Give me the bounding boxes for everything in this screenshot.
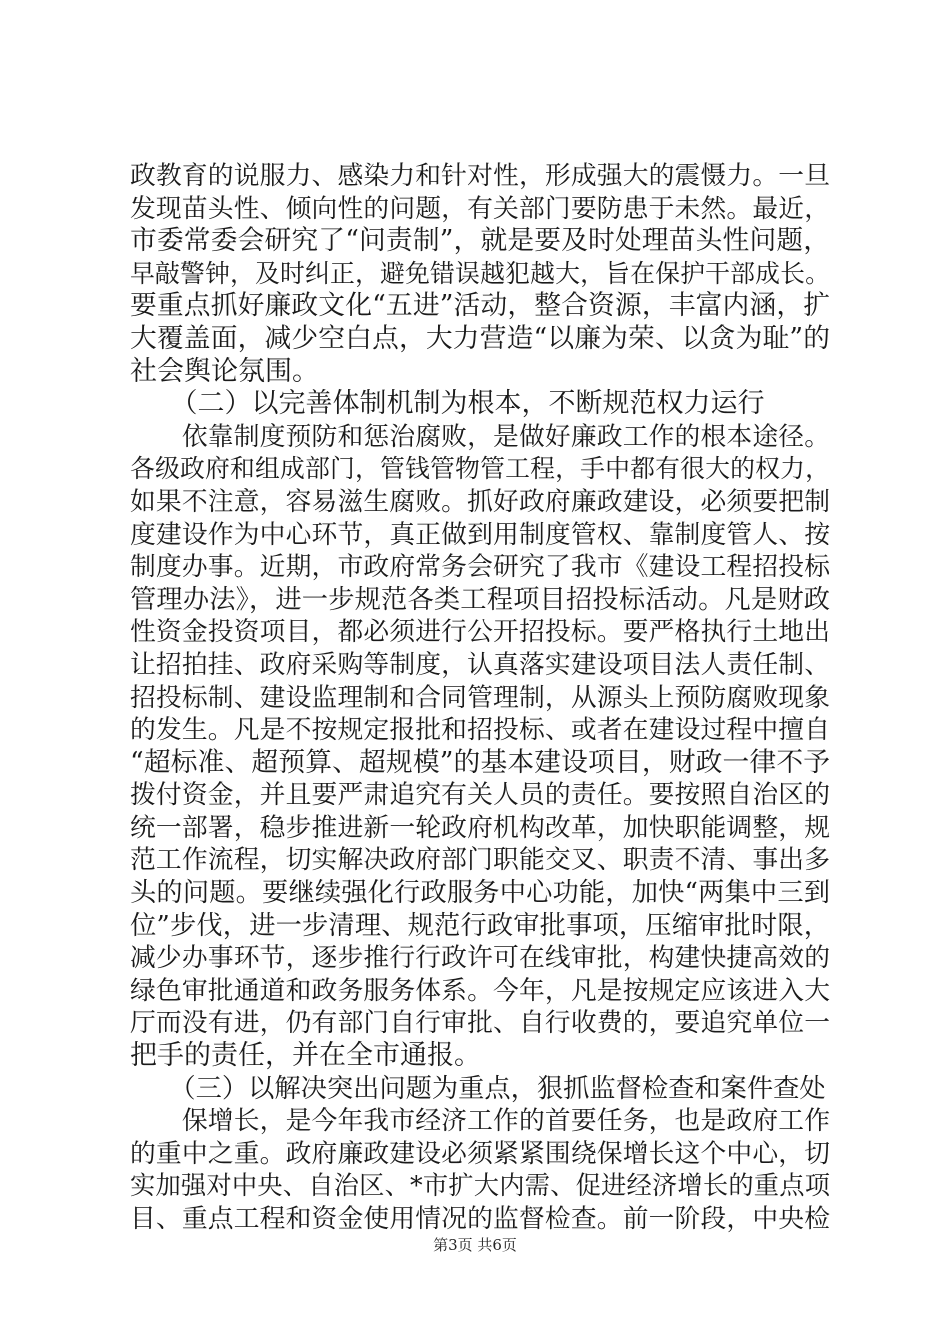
text-line: 范工作流程，切实解决政府部门职能交叉、职责不清、事出多 [130, 845, 830, 876]
text-line: 保增长，是今年我市经济工作的首要任务，也是政府工作 [130, 1106, 830, 1137]
text-line: 管理办法》，进一步规范各类工程项目招投标活动。凡是财政 [130, 584, 830, 615]
text-line: 性资金投资项目，都必须进行公开招投标。要严格执行土地出 [130, 617, 830, 648]
text-line: “超标准、超预算、超规模”的基本建设项目，财政一律不予 [130, 746, 830, 778]
text-line: 各级政府和组成部门，管钱管物管工程，手中都有很大的权力， [130, 454, 830, 484]
text-line: （二）以完善体制机制为根本，不断规范权力运行 [130, 388, 765, 420]
text-line: 减少办事环节，逐步推行行政许可在线审批，构建快捷高效的 [130, 943, 830, 974]
page-footer: 第3页 共6页 [433, 1236, 517, 1254]
text-line: 实加强对中央、自治区、*市扩大内需、促进经济增长的重点项 [130, 1171, 830, 1201]
text-line: 的发生。凡是不按规定报批和招投标、或者在建设过程中擅自 [130, 715, 830, 746]
text-line: 目、重点工程和资金使用情况的监督检查。前一阶段，中央检 [130, 1204, 830, 1234]
text-line: 绿色审批通道和政务服务体系。今年，凡是按规定应该进入大 [130, 975, 830, 1006]
text-line: 让招拍挂、政府采购等制度，认真落实建设项目法人责任制、 [130, 649, 830, 680]
text-line: 大覆盖面，减少空白点，大力营造“以廉为荣、以贪为耻”的 [130, 322, 830, 354]
text-line: 要重点抓好廉政文化“五进”活动，整合资源，丰富内涵，扩 [130, 290, 830, 322]
text-line: 招投标制、建设监理制和合同管理制，从源头上预防腐败现象 [130, 682, 830, 713]
text-line: 发现苗头性、倾向性的问题，有关部门要防患于未然。最近， [130, 193, 830, 224]
text-line: 如果不注意，容易滋生腐败。抓好政府廉政建设，必须要把制 [130, 486, 830, 517]
text-line: 把手的责任，并在全市通报。 [130, 1040, 481, 1072]
text-line: 厅而没有进，仍有部门自行审批、自行收费的，要追究单位一 [130, 1008, 830, 1039]
text-line: 市委常委会研究了“问责制”，就是要及时处理苗头性问题， [130, 225, 830, 257]
text-line: 依靠制度预防和惩治腐败，是做好廉政工作的根本途径。 [130, 421, 830, 452]
text-line: 制度办事。近期，市政府常务会研究了我市《建设工程招投标 [130, 552, 830, 583]
text-line: 政教育的说服力、感染力和针对性，形成强大的震慑力。一旦 [130, 161, 830, 191]
text-line: 位”步伐，进一步清理、规范行政审批事项，压缩审批时限， [130, 910, 830, 941]
body-text [130, 160, 830, 1236]
text-line: （三）以解决突出问题为重点，狠抓监督检查和案件查处 [130, 1073, 826, 1104]
text-line: 度建设作为中心环节，真正做到用制度管权、靠制度管人、按 [130, 519, 830, 550]
text-line: 拨付资金，并且要严肃追究有关人员的责任。要按照自治区的 [130, 780, 830, 811]
text-line: 统一部署，稳步推进新一轮政府机构改革，加快职能调整，规 [130, 812, 830, 843]
text-line: 的重中之重。政府廉政建设必须紧紧围绕保增长这个中心，切 [130, 1138, 830, 1169]
text-line: 社会舆论氛围。 [130, 355, 319, 387]
text-line: 早敲警钟，及时纠正，避免错误越犯越大，旨在保护干部成长。 [130, 258, 830, 288]
text-line: 头的问题。要继续强化行政服务中心功能，加快“两集中三到 [130, 878, 830, 909]
